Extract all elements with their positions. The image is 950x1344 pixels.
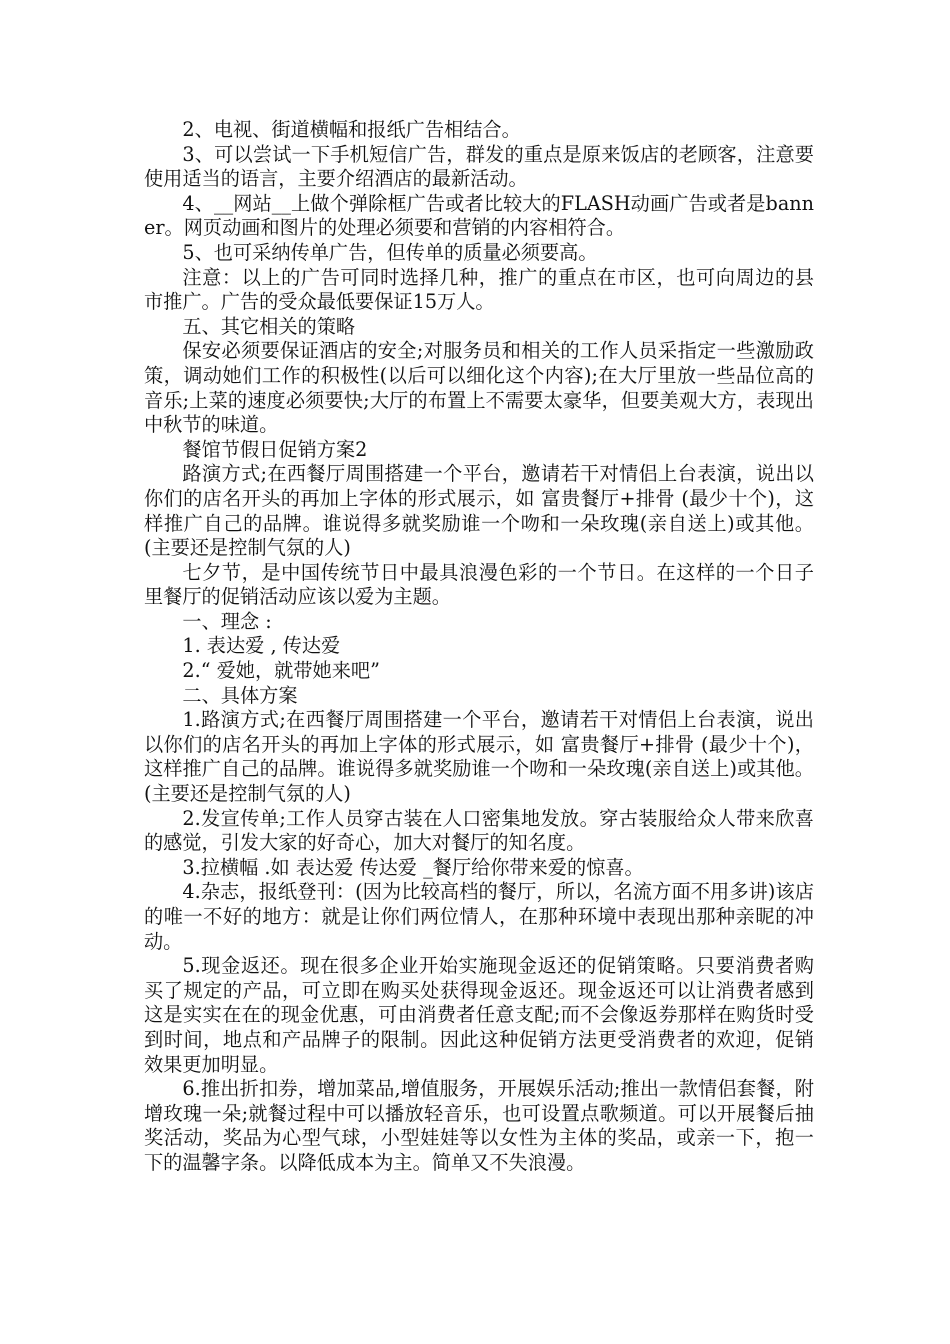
plan-item-banner: 3.拉横幅 .如 表达爱 传达爱 _餐厅给你带来爱的惊喜。 <box>182 855 644 879</box>
paragraph-flyer-ad: 5、也可采纳传单广告，但传单的质量必须要高。 <box>182 240 598 264</box>
paragraph-ad-note: 注意：以上的广告可同时选择几种，推广的重点在市区，也可向周边的县市推广。广告的受众最低要保证15万人。 <box>144 265 814 314</box>
paragraph-roadshow: 路演方式;在西餐厅周围搭建一个平台，邀请若干对情侣上台表演，说出以你们的店名开头的再加上字体的形式展示，如 富贵餐厅+排骨 (最少十个)，这样推广自己的品牌。谁说得多就奖励谁一个吻和一朵玫瑰(亲自送上)或其他。(主要还是控制气氛的人) <box>144 462 814 560</box>
paragraph-qixi-intro: 七夕节，是中国传统节日中最具浪漫色彩的一个节日。在这样的一个日子里餐厅的促销活动应该以爱为主题。 <box>144 560 814 609</box>
paragraph-web-ad: 4、__网站__上做个弹除框广告或者比较大的FLASH动画广告或者是banner。网页动画和图片的处理必须要和营销的内容相符合。 <box>144 191 814 240</box>
heading-specific-plan: 二、具体方案 <box>182 683 298 707</box>
concept-item-1: 1. 表达爱 , 传达爱 <box>182 634 341 658</box>
paragraph-security-staff: 保安必须要保证酒店的安全;对服务员和相关的工作人员采指定一些激励政策，调动她们工作的积极性(以后可以细化这个内容);在大厅里放一些品位高的音乐;上菜的速度必须要快;大厅的布置上不需要太豪华，但要美观大方，表现出中秋节的味道。 <box>144 339 814 437</box>
plan-item-flyers: 2.发宣传单;工作人员穿古装在人口密集地发放。穿古装服给众人带来欣喜的感觉，引发大家的好奇心，加大对餐厅的知名度。 <box>144 806 814 855</box>
heading-plan-2: 餐馆节假日促销方案2 <box>182 437 368 461</box>
plan-item-cash-back: 5.现金返还。现在很多企业开始实施现金返还的促销策略。只要消费者购买了规定的产品，可立即在购买处获得现金返还。现金返还可以让消费者感到这是实实在在的现金优惠，可由消费者任意支配;而不会像返券那样在购货时受到时间，地点和产品牌子的限制。因此这种促销方法更受消费者的欢迎，促销效果更加明显。 <box>144 954 814 1076</box>
heading-other-strategies: 五、其它相关的策略 <box>182 314 356 338</box>
plan-item-coupons: 6.推出折扣券，增加菜品,增值服务，开展娱乐活动;推出一款情侣套餐，附增玫瑰一朵;就餐过程中可以播放轻音乐，也可设置点歌频道。可以开展餐后抽奖活动，奖品为心型气球，小型娃娃等以女性为主体的奖品，或亲一下，抱一下的温馨字条。以降低成本为主。简单又不失浪漫。 <box>144 1077 814 1174</box>
plan-item-roadshow: 1.路演方式;在西餐厅周围搭建一个平台，邀请若干对情侣上台表演，说出以你们的店名开头的再加上字体的形式展示，如 富贵餐厅+排骨 (最少十个)，这样推广自己的品牌。谁说得多就奖励谁一个吻和一朵玫瑰(亲自送上)或其他。(主要还是控制气氛的人) <box>144 708 814 806</box>
plan-item-magazine: 4.杂志，报纸登刊：(因为比较高档的餐厅，所以，名流方面不用多讲)该店的唯一不好的地方：就是让你们两位情人，在那种环境中表现出那种亲昵的冲动。 <box>144 880 814 953</box>
paragraph-ad-combination: 2、电视、街道横幅和报纸广告相结合。 <box>182 118 521 141</box>
heading-concept: 一、理念 : <box>182 609 272 633</box>
paragraph-sms-ad: 3、可以尝试一下手机短信广告，群发的重点是原来饭店的老顾客，注意要使用适当的语言，主要介绍酒店的最新活动。 <box>144 142 814 191</box>
concept-item-2: 2.“ 爱她，就带她来吧” <box>182 659 380 683</box>
